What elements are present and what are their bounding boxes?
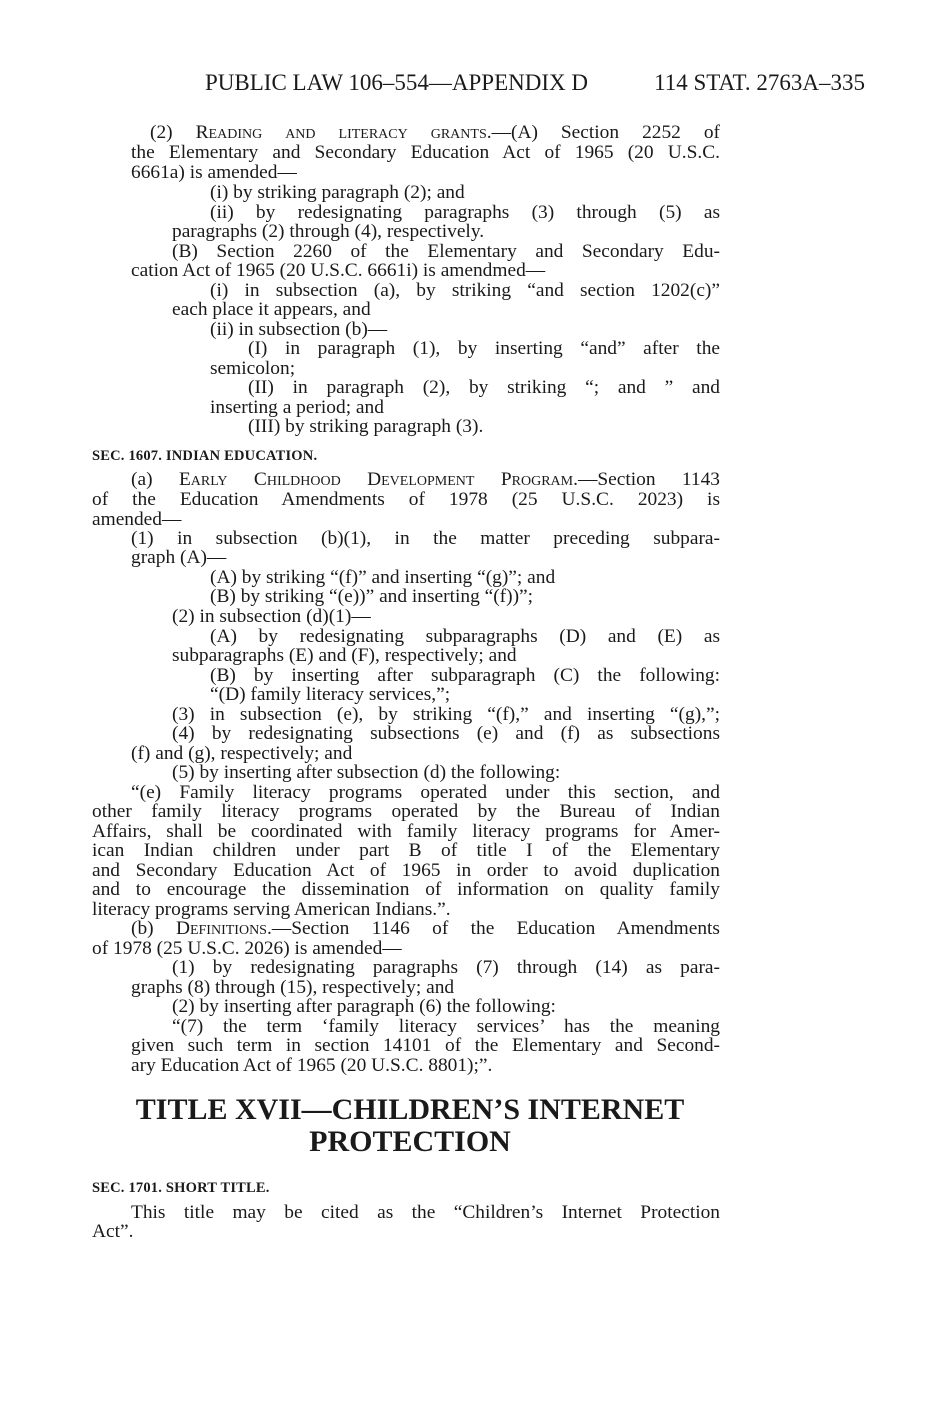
paragraph-line: graphs (8) through (15), respectively; and — [131, 977, 455, 998]
paragraph-line: Affairs, shall be coordinated with family literacy programs for Amer- — [92, 821, 720, 842]
paragraph-line: amended— — [92, 509, 182, 530]
section-heading: SEC. 1607. INDIAN EDUCATION. — [92, 448, 318, 464]
paragraph-line: literacy programs serving American Indians.”. — [92, 899, 451, 920]
paragraph-line: (1) in subsection (b)(1), in the matter preceding subpara- — [131, 528, 720, 549]
heading-smallcaps: Reading and literacy grants — [195, 122, 487, 143]
paragraph-line: (ii) by redesignating paragraphs (3) through (5) as — [210, 202, 720, 223]
paragraph-line: (1) by redesignating paragraphs (7) through (14) as para- — [172, 957, 720, 978]
paragraph-line: (B) by striking “(e))” and inserting “(f))”; — [210, 586, 534, 607]
paragraph-line: given such term in section 14101 of the Elementary and Second- — [131, 1035, 720, 1056]
header-law-title: PUBLIC LAW 106–554—APPENDIX D — [205, 70, 588, 95]
paragraph-line: “(D) family literacy services,”; — [210, 684, 451, 705]
paragraph-line: each place it appears, and — [172, 299, 371, 320]
paragraph-line: (A) by striking “(f)” and inserting “(g)”; and — [210, 567, 556, 588]
page-header — [205, 70, 865, 100]
paragraph-line — [131, 919, 720, 939]
paragraph-line: (4) by redesignating subsections (e) and (f) as subsections — [172, 723, 720, 744]
paragraph-line — [150, 123, 720, 143]
paragraph-line: (II) in paragraph (2), by striking “; and ” and — [248, 377, 720, 398]
paragraph-line: (2) in subsection (d)(1)— — [172, 606, 371, 627]
paragraph-line: (3) in subsection (e), by striking “(f),” and inserting “(g),”; — [172, 704, 720, 725]
paragraph-line: (B) Section 2260 of the Elementary and Secondary Edu- — [172, 241, 720, 262]
paragraph-line: (i) in subsection (a), by striking “and section 1202(c)” — [210, 280, 720, 301]
text-run: (a) — [131, 469, 179, 490]
paragraph-line: “(7) the term ‘family literacy services’ has the meaning — [172, 1016, 720, 1037]
paragraph-line: (B) by inserting after subparagraph (C) the following: — [210, 665, 720, 686]
paragraph-line: This title may be cited as the “Children’s Internet Protection — [131, 1202, 720, 1223]
paragraph-line: (III) by striking paragraph (3). — [248, 416, 484, 437]
text-run: .—(A) Section 2252 of — [486, 122, 720, 143]
paragraph-line — [131, 470, 720, 490]
paragraph-line: semicolon; — [210, 358, 296, 379]
title-heading-line-2: PROTECTION — [309, 1125, 511, 1158]
paragraph-line: of the Education Amendments of 1978 (25 U.S.C. 2023) is — [92, 489, 720, 510]
paragraph-line: other family literacy programs operated by the Bureau of Indian — [92, 801, 720, 822]
paragraph-line: “(e) Family literacy programs operated under this section, and — [131, 782, 720, 803]
section-heading: SEC. 1701. SHORT TITLE. — [92, 1180, 270, 1196]
text-run: (b) — [131, 918, 176, 939]
paragraph-line: Act”. — [92, 1221, 134, 1242]
paragraph-line: of 1978 (25 U.S.C. 2026) is amended— — [92, 938, 402, 959]
paragraph-line: (i) by striking paragraph (2); and — [210, 182, 465, 203]
title-heading-line-1: TITLE XVII—CHILDREN’S INTERNET — [135, 1093, 685, 1126]
paragraph-line: ican Indian children under part B of title I of the Elementary — [92, 840, 720, 861]
paragraph-line: (A) by redesignating subparagraphs (D) and (E) as — [210, 626, 720, 647]
paragraph-line: and to encourage the dissemination of information on quality family — [92, 879, 720, 900]
text-run: (2) — [150, 122, 196, 143]
text-run: .—Section 1143 — [573, 469, 720, 490]
paragraph-line: 6661a) is amended— — [131, 162, 297, 183]
paragraph-line: (I) in paragraph (1), by inserting “and” after the — [248, 338, 720, 359]
text-run: .—Section 1146 of the Education Amendments — [266, 918, 720, 939]
paragraph-line: (f) and (g), respectively; and — [131, 743, 353, 764]
header-stat-reference: 114 STAT. 2763A–335 — [654, 70, 865, 95]
paragraph-line: the Elementary and Secondary Education Act of 1965 (20 U.S.C. — [131, 142, 720, 163]
paragraph-line: (ii) in subsection (b)— — [210, 319, 388, 340]
paragraph-line: and Secondary Education Act of 1965 in order to avoid duplication — [92, 860, 720, 881]
paragraph-line: inserting a period; and — [210, 397, 384, 418]
heading-smallcaps: Early Childhood Development Program — [178, 469, 574, 490]
paragraph-line: (2) by inserting after paragraph (6) the following: — [172, 996, 556, 1017]
heading-smallcaps: Definitions — [175, 918, 267, 939]
paragraph-line: subparagraphs (E) and (F), respectively; and — [172, 645, 517, 666]
paragraph-line: ary Education Act of 1965 (20 U.S.C. 8801);”. — [131, 1055, 493, 1076]
paragraph-line: paragraphs (2) through (4), respectively. — [172, 221, 485, 242]
paragraph-line: graph (A)— — [131, 547, 227, 568]
paragraph-line: cation Act of 1965 (20 U.S.C. 6661i) is amendmed— — [131, 260, 546, 281]
paragraph-line: (5) by inserting after subsection (d) the following: — [172, 762, 561, 783]
